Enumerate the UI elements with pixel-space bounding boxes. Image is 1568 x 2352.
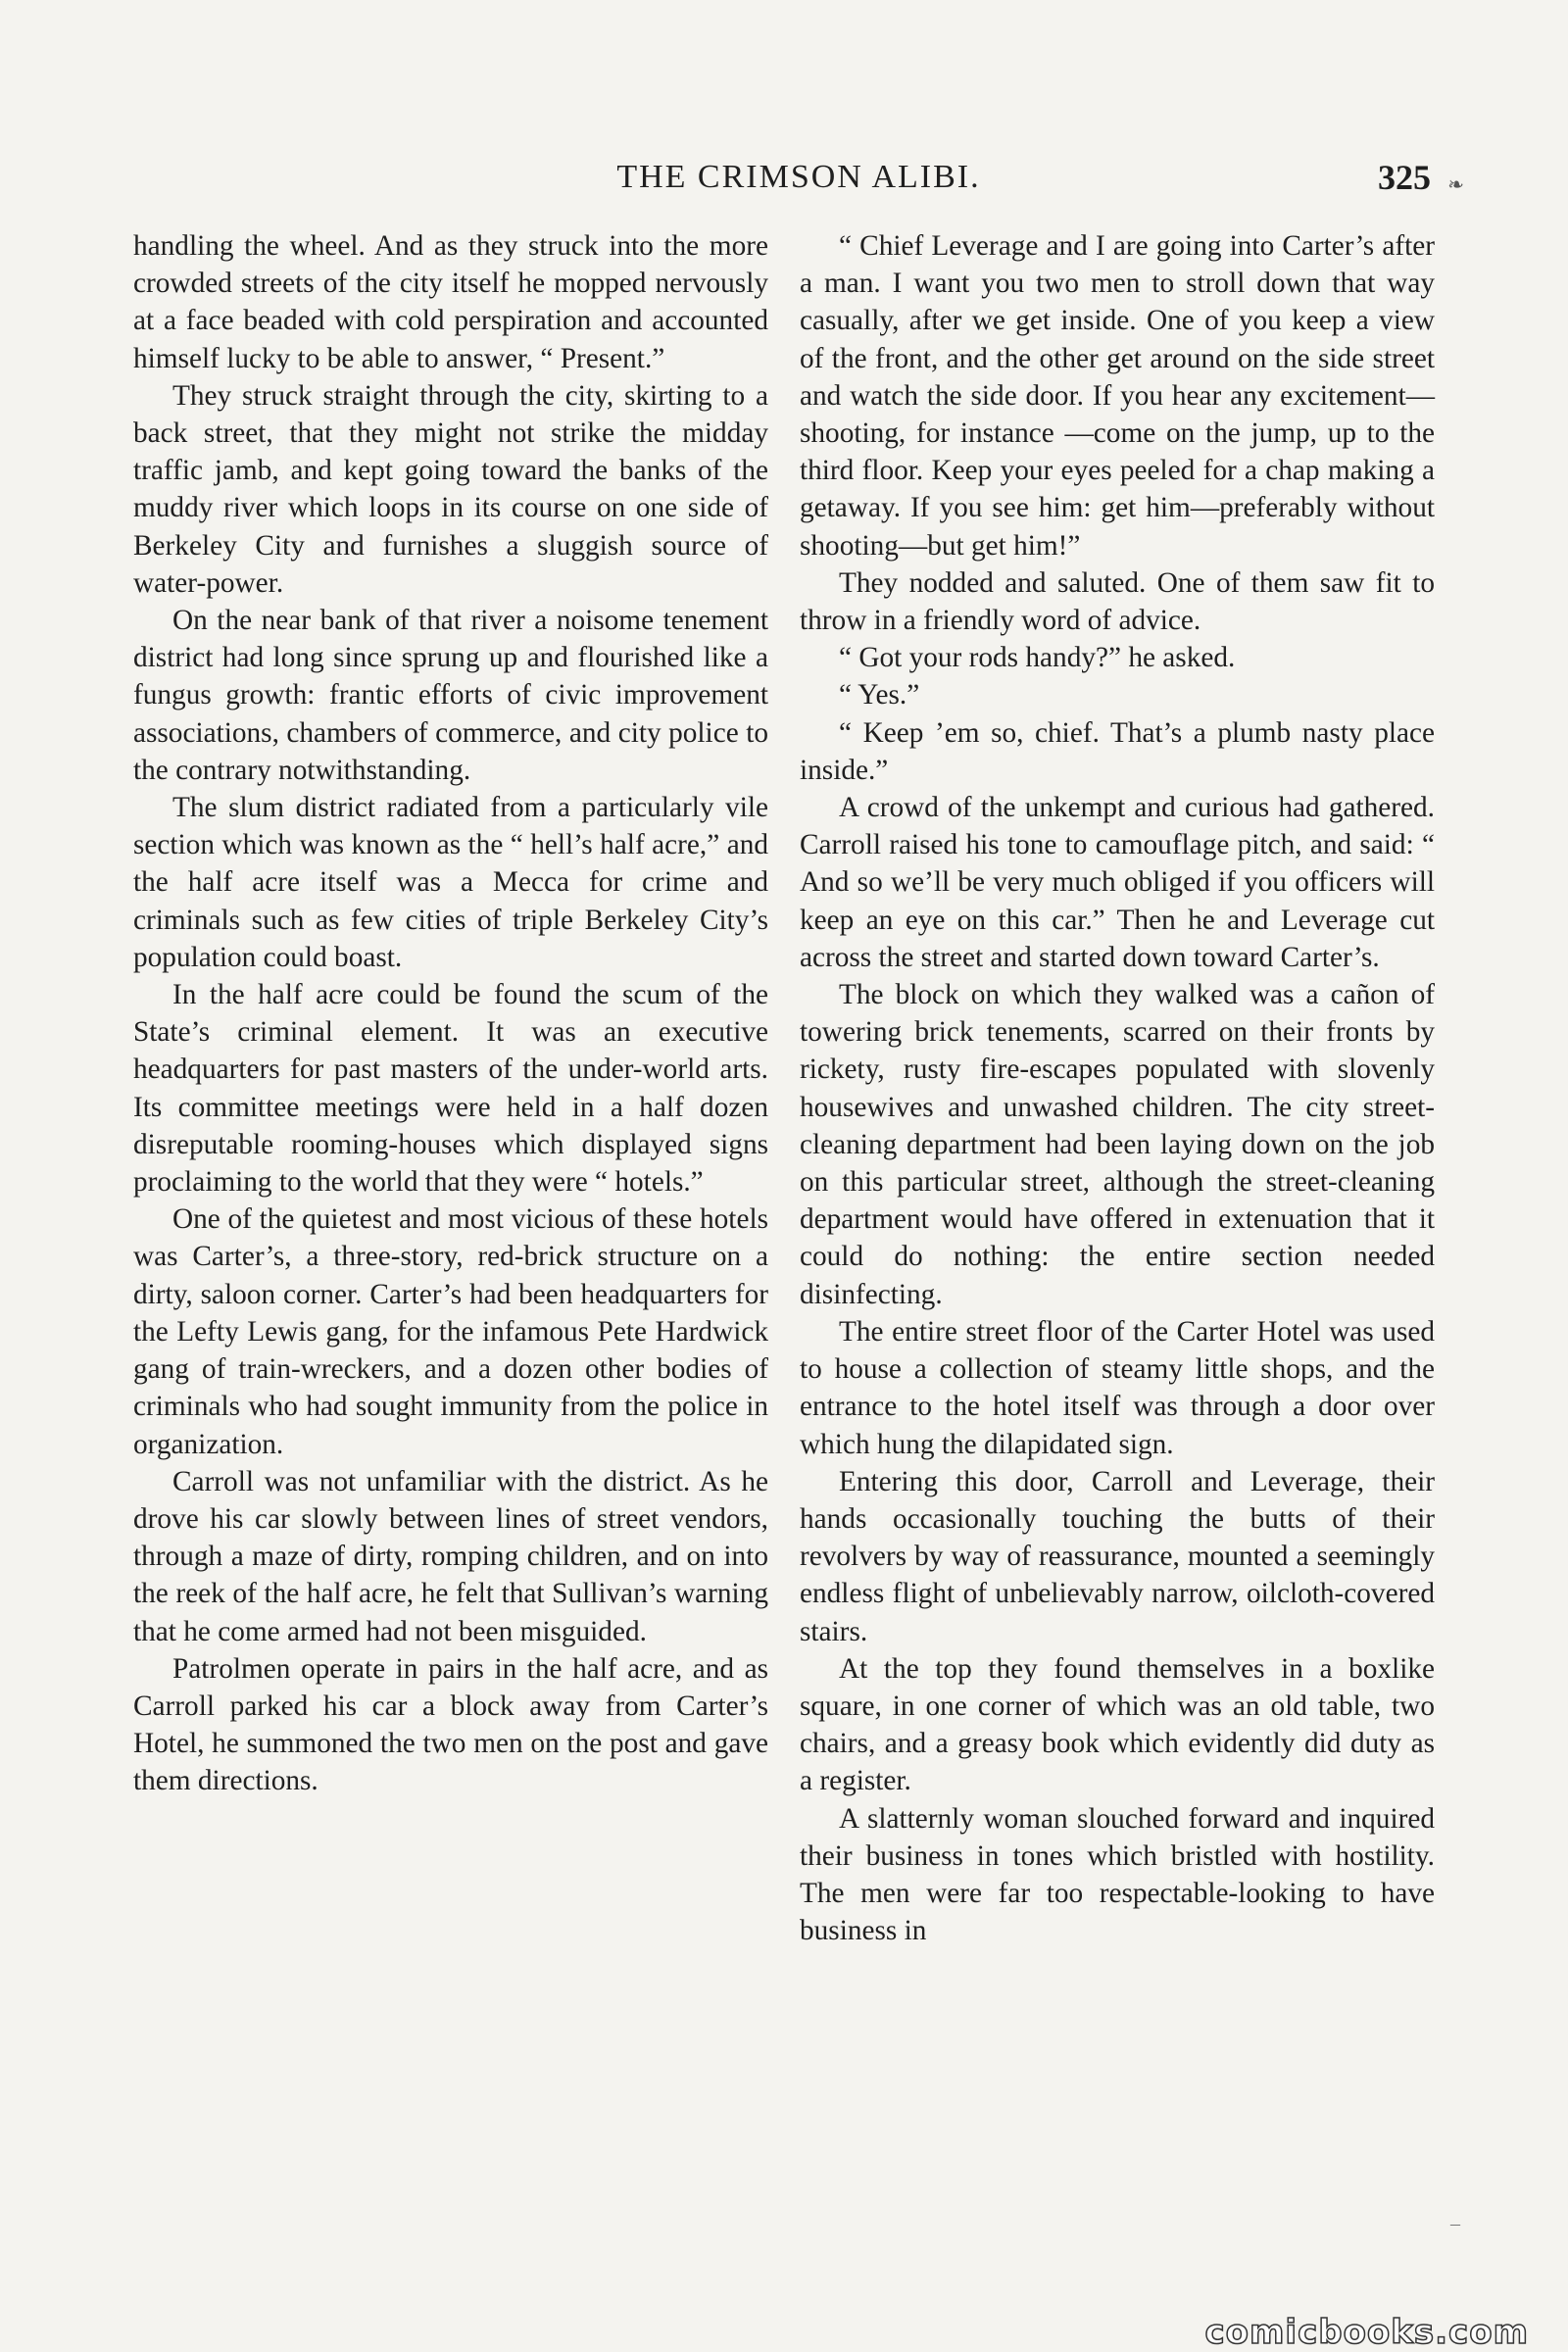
page-header [127, 159, 1470, 210]
paragraph: “ Keep ’em so, chief. That’s a plumb nasty place inside.” [800, 716, 1435, 786]
paragraph: Entering this door, Carroll and Leverage, their hands occasionally touching the butts of their revolvers by way of reassurance, mounted a seemingly endless flight of unbelievably narrow, oilcloth-covered stairs. [800, 1465, 1435, 1647]
paragraph: They struck straight through the city, skirting to a back street, that they might not strike the midday traffic jamb, and kept going toward the banks of the muddy river which loops in its course on one side of Berkeley City and furnishes a sluggish source of water-power. [133, 379, 768, 599]
paragraph: Patrolmen operate in pairs in the half acre, and as Carroll parked his car a block away from Carter’s Hotel, he summoned the two men on the post and gave them directions. [133, 1652, 768, 1797]
paragraph: The slum district radiated from a particularly vile section which was known as the “ hell’s half acre,” and the half acre itself was a Mecca for crime and criminals such as few cities of triple Berkeley City’s population could boast. [133, 792, 768, 973]
paragraph: They nodded and saluted. One of them saw fit to throw in a friendly word of advice. [800, 566, 1435, 637]
paragraph: The entire street floor of the Carter Hotel was used to house a collection of steamy little shops, and the entrance to the hotel itself was through a door over which hung the dilapidated sign. [800, 1315, 1435, 1460]
paragraph: At the top they found themselves in a boxlike square, in one corner of which was an old table, two chairs, and a greasy book which evidently did duty as a register. [800, 1652, 1435, 1797]
corner-ornament: ❧ [1447, 174, 1464, 196]
paragraph: Carroll was not unfamiliar with the district. As he drove his car slowly between lines of street vendors, through a maze of dirty, romping children, and on into the reek of the half acre, he felt that Sullivan’s warning that he come armed had not been misguided. [133, 1465, 768, 1647]
running-title: THE CRIMSON ALIBI. [616, 159, 981, 195]
paragraph: A crowd of the unkempt and curious had gathered. Carroll raised his tone to camouflage pitch, and said: “ And so we’ll be very much obliged if you officers will keep an eye on this car.” Then he and Leverage cut across the street and started down toward Carter’s. [800, 792, 1435, 973]
paragraph: A slatternly woman slouched forward and inquired their business in tones which bristled with hostility. The men were far too respectable-looking to have business in [800, 1802, 1435, 1947]
left-column [133, 227, 768, 1800]
page-number: 325 [1378, 158, 1431, 197]
paragraph: “ Yes.” [839, 679, 920, 711]
paragraph: handling the wheel. And as they struck into the more crowded streets of the city itself he mopped nervously at a face beaded with cold perspiration and accounted himself lucky to be able to answer, “ Present.” [133, 230, 768, 374]
paragraph: “ Got your rods handy?” he asked. [839, 642, 1236, 674]
paragraph: The block on which they walked was a cañon of towering brick tenements, scarred on their fronts by rickety, rusty fire-escapes populated with slovenly housewives and unwashed children. The city street-cleaning department had been laying down on the job on this particular street, although the street-cleaning department would have offered in extenuation that it could do nothing: the entire section needed disinfecting. [800, 979, 1435, 1310]
paragraph: “ Chief Leverage and I are going into Carter’s after a man. I want you two men to stroll down that way casually, after we get inside. One of you keep a view of the front, and the other get around on the side street and watch the side door. If you hear any excitement—shooting, for instance —come on the jump, up to the third floor. Keep your eyes peeled for a chap making a getaway. If you see him: get him—preferably without shooting—but get him!” [800, 230, 1435, 562]
site-watermark: comicbooks.com [1204, 2313, 1529, 2352]
paragraph: On the near bank of that river a noisome tenement district had long since sprung up and flourished like a fungus growth: frantic efforts of civic improvement associations, chambers of commerce, and city police to the contrary notwithstanding. [133, 605, 768, 786]
edge-mark: – [1450, 2213, 1460, 2234]
right-column [800, 227, 1435, 1949]
paragraph: In the half acre could be found the scum of the State’s criminal element. It was an executive headquarters for past masters of the under-world arts. Its committee meetings were held in a half dozen disreputable rooming-houses which displayed signs proclaiming to the world that they were “ hotels.” [133, 979, 768, 1199]
paragraph: One of the quietest and most vicious of these hotels was Carter’s, a three-story, red-brick structure on a dirty, saloon corner. Carter’s had been headquarters for the Lefty Lewis gang, for the infamous Pete Hardwick gang of train-wreckers, and a dozen other bodies of criminals who had sought immunity from the police in organization. [133, 1203, 768, 1460]
